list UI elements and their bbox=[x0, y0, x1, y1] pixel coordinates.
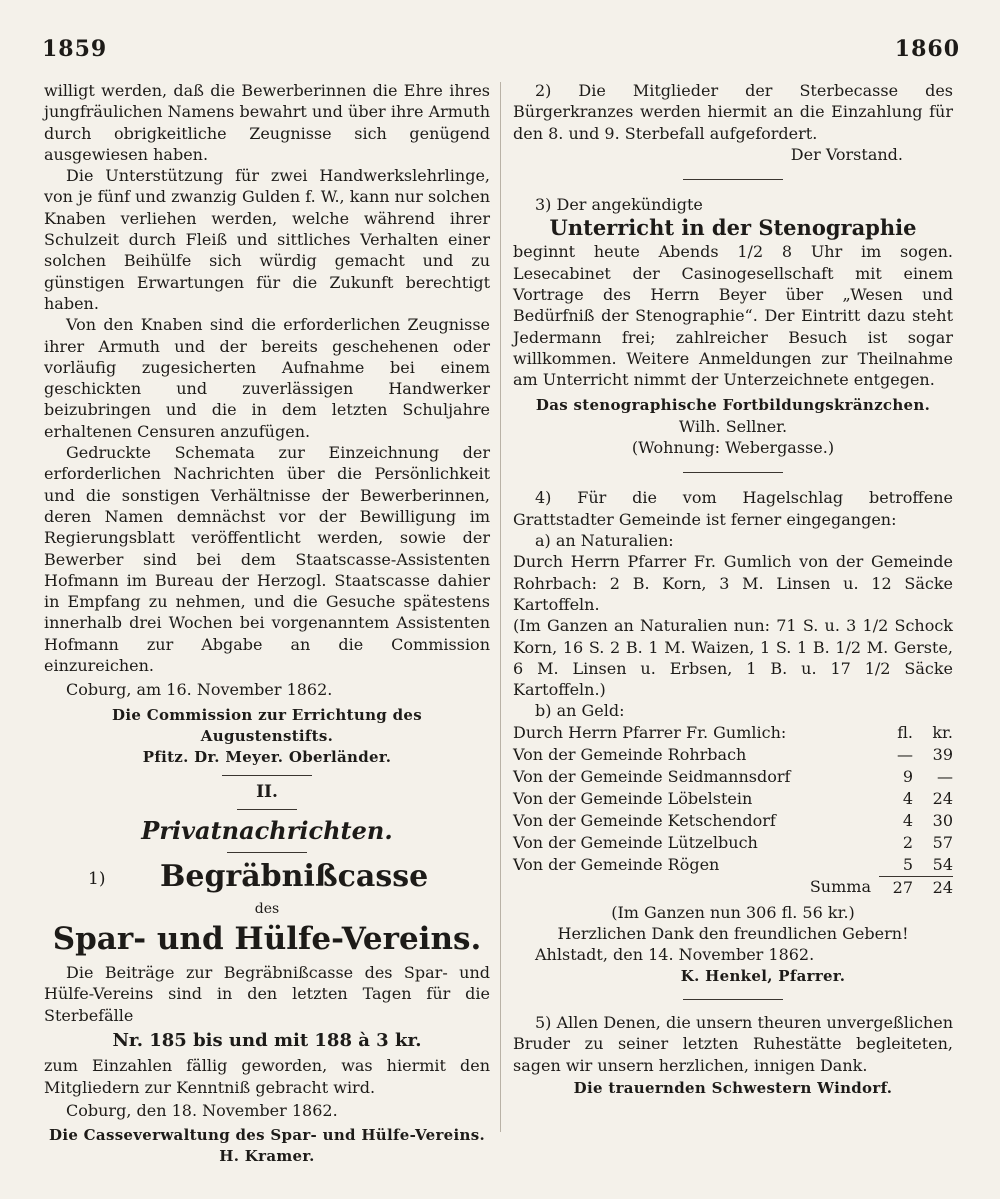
money-table bbox=[513, 722, 953, 899]
table-cell: 4 bbox=[902, 788, 913, 808]
divider-rule bbox=[683, 472, 783, 473]
table-cell: Summa bbox=[809, 877, 871, 897]
table-cell: Von der Gemeinde Rögen bbox=[513, 854, 720, 874]
table-cell: — bbox=[897, 744, 913, 764]
divider-rule bbox=[683, 999, 783, 1000]
signature-windorf: Die trauernden Schwestern Windorf. bbox=[573, 1078, 893, 1097]
contribution-line: Nr. 185 bis und mit 188 à 3 kr. bbox=[112, 1029, 422, 1051]
signature-vorstand: Der Vorstand. bbox=[790, 144, 903, 164]
signature-pfarrer: K. Henkel, Pfarrer. bbox=[680, 966, 846, 985]
table-row bbox=[513, 766, 953, 788]
table-cell: Durch Herrn Pfarrer Fr. Gumlich: bbox=[513, 722, 787, 742]
heading-verein: Spar- und Hülfe-Vereins. bbox=[52, 921, 482, 958]
table-cell: 9 bbox=[902, 766, 913, 786]
signature-name: Wilh. Sellner. bbox=[678, 416, 788, 436]
section-number: II. bbox=[256, 781, 278, 802]
paragraph: 5) Allen Denen, die unsern theuren unvergeßlichen Bruder zu seiner letzten Ruhestätte begleiteten, sagen wir unsern herzlichen, innigen Dank. bbox=[513, 1012, 953, 1075]
signature-commission: Die Commission zur Errichtung des Augustenstifts. bbox=[112, 705, 422, 745]
divider-rule bbox=[222, 775, 312, 776]
heading-block bbox=[44, 859, 490, 899]
paragraph: Gedruckte Schemata zur Einzeichnung der erforderlichen Nachrichten über die Persönlichkeit und die sonstigen Verhältnisse der Bewerberinnen, deren Namen demnächst vor der Bewilligung im Regierungsblatt veröffentlicht werden, sowie der Bewerber sind bei dem Staatscasse-Assistenten Hofmann im Bureau der Herzogl. Staatscasse dahier in Empfang zu nehmen, und die Gesuche spätestens innerhalb drei Wochen bei vorgenanntem Assistenten Hofmann zur Abgabe an die Commission einzureichen. bbox=[44, 443, 490, 676]
dateline: Coburg, am 16. November 1862. bbox=[66, 680, 333, 700]
paragraph: zum Einzahlen fällig geworden, was hiermit den Mitgliedern zur Kenntniß gebracht wird. bbox=[44, 1056, 490, 1097]
divider-rule bbox=[683, 179, 783, 180]
table-cell: 2 bbox=[902, 832, 913, 852]
table-cell: 5 bbox=[902, 854, 913, 874]
total-line: (Im Ganzen nun 306 fl. 56 kr.) bbox=[611, 902, 855, 922]
item-number: 1) bbox=[88, 868, 106, 889]
table-cell: Von der Gemeinde Rohrbach bbox=[513, 744, 747, 764]
table-row bbox=[513, 788, 953, 810]
page-number-right: 1860 bbox=[894, 36, 960, 62]
table-cell: Von der Gemeinde Lützelbuch bbox=[513, 832, 758, 852]
subhead: b) an Geld: bbox=[535, 701, 625, 721]
paragraph: Durch Herrn Pfarrer Fr. Gumlich von der Gemeinde Rohrbach: 2 B. Korn, 3 M. Linsen u. 12 Säcke Kartoffeln. bbox=[513, 552, 953, 614]
table-cell: 30 bbox=[932, 810, 953, 830]
table-row bbox=[513, 832, 953, 854]
right-column bbox=[513, 80, 953, 1099]
table-cell: 57 bbox=[932, 832, 953, 852]
paragraph: 2) Die Mitglieder der Sterbecasse des Bürgerkranzes werden hiermit an die Einzahlung für den 8. und 9. Sterbefall aufgefordert. bbox=[513, 81, 953, 143]
table-cell: fl. bbox=[897, 722, 913, 742]
table-cell: 27 bbox=[879, 876, 913, 899]
table-row bbox=[513, 854, 953, 877]
paragraph: (Im Ganzen an Naturalien nun: 71 S. u. 3 1/2 Schock Korn, 16 S. 2 B. 1 M. Waizen, 1 S. 1 B. 1/2 M. Gerste, 6 M. Linsen u. Erbsen, 1 B. u. 17 1/2 Säcke Kartoffeln.) bbox=[513, 616, 953, 700]
heading-title: Begräbnißcasse bbox=[160, 858, 429, 894]
dateline: Coburg, den 18. November 1862. bbox=[66, 1100, 338, 1120]
table-row bbox=[513, 744, 953, 766]
item-title: Unterricht in der Stenographie bbox=[549, 215, 917, 241]
table-cell: 24 bbox=[932, 788, 953, 808]
signature-names: Pfitz. Dr. Meyer. Oberländer. bbox=[142, 748, 392, 767]
signature-name: H. Kramer. bbox=[219, 1147, 315, 1166]
table-row bbox=[513, 810, 953, 832]
page-number-left: 1859 bbox=[42, 36, 108, 62]
section-title: Privatnachrichten. bbox=[141, 815, 393, 845]
table-cell: Von der Gemeinde Seidmannsdorf bbox=[513, 766, 791, 786]
left-column bbox=[44, 80, 490, 1168]
paragraph: Von den Knaben sind die erforderlichen Zeugnisse ihrer Armuth und der bereits geschehenen oder vorläufig zugesicherten Aufnahme bei einem geschickten und zuverlässigen Handwerker beizubringen und die in dem letzten Schuljahre erhaltenen Censuren anzufügen. bbox=[44, 315, 490, 441]
column-divider bbox=[500, 82, 501, 1132]
heading-des: des bbox=[254, 900, 280, 917]
item-intro: 3) Der angekündigte bbox=[535, 195, 703, 215]
divider-rule bbox=[227, 852, 307, 853]
thanks-line: Herzlichen Dank den freundlichen Gebern! bbox=[557, 924, 909, 944]
table-cell: 54 bbox=[932, 854, 953, 874]
paragraph: 4) Für die vom Hagelschlag betroffene Grattstadter Gemeinde ist ferner eingegangen: bbox=[513, 488, 953, 529]
table-cell: kr. bbox=[932, 722, 953, 742]
table-cell: — bbox=[937, 766, 953, 786]
divider-rule bbox=[237, 809, 297, 810]
table-cell: Von der Gemeinde Löbelstein bbox=[513, 788, 753, 808]
subhead: a) an Naturalien: bbox=[535, 531, 674, 551]
paragraph: willigt werden, daß die Bewerberinnen die Ehre ihres jungfräulichen Namens bewahrt und über ihre Armuth durch obrigkeitliche Zeugnisse sich genügend ausgewiesen haben. bbox=[44, 81, 490, 164]
paragraph: Die Unterstützung für zwei Handwerkslehrlinge, von je fünf und zwanzig Gulden f. W., kann nur solchen Knaben verliehen werden, welche während ihrer Schulzeit durch Fleiß und sittliches Verhalten einer solchen Beihülfe sich würdig gemacht und zu günstigen Erwartungen für die Zukunft berechtigt haben. bbox=[44, 166, 490, 313]
paragraph: Die Beiträge zur Begräbnißcasse des Spar- und Hülfe-Vereins sind in den letzten Tagen für die Sterbefälle bbox=[44, 963, 490, 1025]
table-cell: 4 bbox=[902, 810, 913, 830]
signature-kraenzchen: Das stenographische Fortbildungskränzchen. bbox=[535, 395, 931, 414]
table-cell: 39 bbox=[932, 744, 953, 764]
paragraph: beginnt heute Abends 1/2 8 Uhr im sogen. Lesecabinet der Casinogesellschaft mit einem Vortrage des Herrn Beyer über „Wesen und Bedürfniß der Stenographie“. Der Eintritt dazu steht Jedermann frei; zahlreicher Besuch ist sogar willkommen. Weitere Anmeldungen zur Theilnahme am Unterricht nimmt der Unterzeichnete entgegen. bbox=[513, 242, 953, 390]
dateline: Ahlstadt, den 14. November 1862. bbox=[535, 945, 815, 965]
table-header bbox=[513, 722, 953, 744]
signature-verein: Die Casseverwaltung des Spar- und Hülfe-Vereins. bbox=[49, 1126, 485, 1145]
address-line: (Wohnung: Webergasse.) bbox=[631, 438, 835, 458]
table-sum-row bbox=[513, 876, 953, 899]
table-cell: Von der Gemeinde Ketschendorf bbox=[513, 810, 776, 830]
table-cell: 24 bbox=[913, 876, 953, 899]
